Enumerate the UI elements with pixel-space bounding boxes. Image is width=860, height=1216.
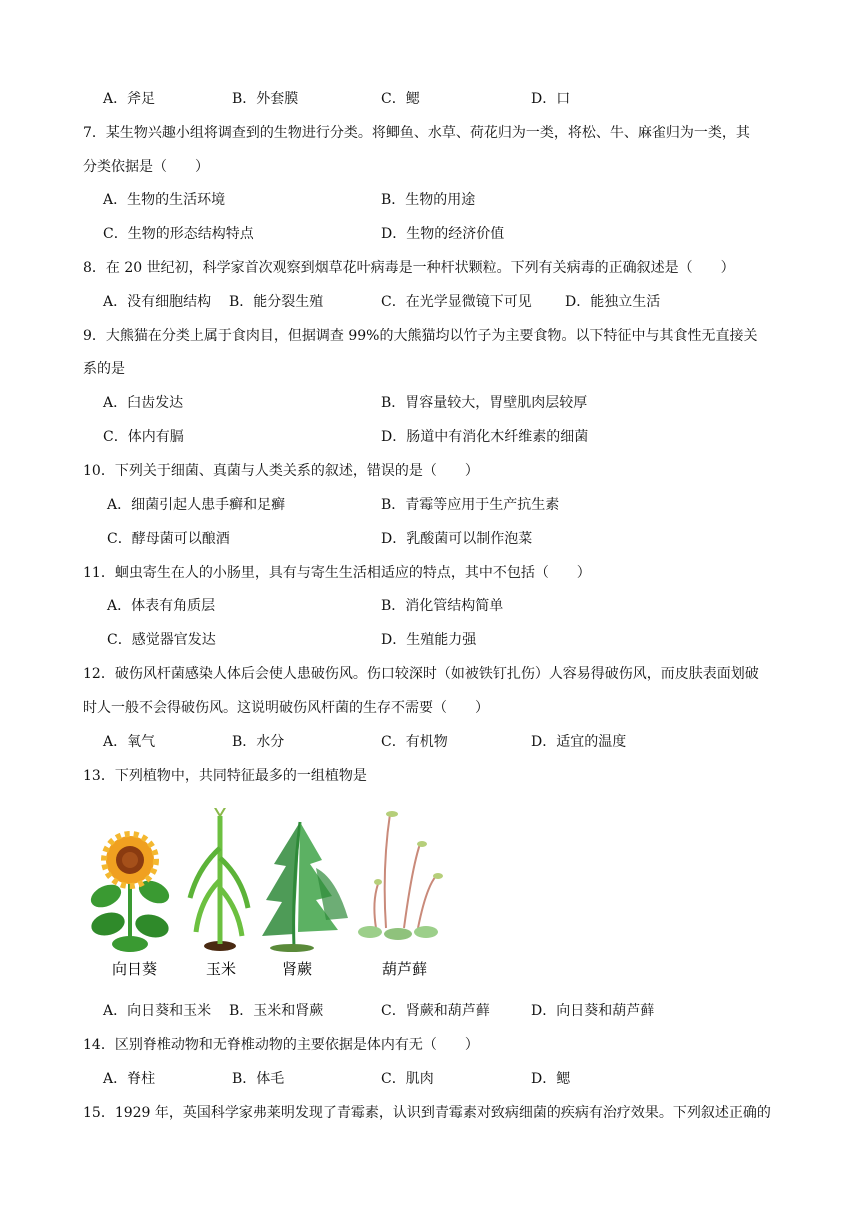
q11-option-c[interactable]: C．感觉器官发达 [107,632,216,648]
q9-stem-line1: 9．大熊猫在分类上属于食肉目，但据调查 99%的大熊猫均以竹子为主要食物。以下特征中与其食性无直接关 [83,328,758,344]
q6-option-b[interactable]: B．外套膜 [232,91,299,107]
q11-option-d[interactable]: D．生殖能力强 [381,632,477,648]
q12-stem-line2: 时人一般不会得破伤风。这说明破伤风杆菌的生存不需要（ ） [83,700,489,716]
q13-option-a[interactable]: A．向日葵和玉米 [103,1003,212,1019]
fern-icon [262,822,348,952]
q8-option-b[interactable]: B．能分裂生殖 [229,294,324,310]
q11-option-a[interactable]: A．体表有角质层 [107,598,216,614]
q9-stem-line2: 系的是 [83,361,125,377]
q9-option-d[interactable]: D．肠道中有消化木纤维素的细菌 [381,429,589,445]
sunflower-icon [87,834,172,952]
q12-stem-line1: 12．破伤风杆菌感染人体后会使人患破伤风。伤口较深时（如被铁钉扎伤）人容易得破伤风，而皮肤表面划破 [83,666,759,682]
q10-option-a[interactable]: A．细菌引起人患手癣和足癣 [107,497,286,513]
q13-stem-line1: 13．下列植物中，共同特征最多的一组植物是 [83,768,367,784]
q7-option-a[interactable]: A．生物的生活环境 [103,192,226,208]
q11-option-b[interactable]: B．消化管结构简单 [381,598,504,614]
q14-option-b[interactable]: B．体毛 [232,1071,285,1087]
q8-option-a[interactable]: A．没有细胞结构 [103,294,212,310]
q10-option-d[interactable]: D．乳酸菌可以制作泡菜 [381,531,533,547]
plant-label-fern: 肾蕨 [282,960,313,978]
q10-option-c[interactable]: C．酵母菌可以酿酒 [107,531,230,547]
plant-label-corn: 玉米 [206,960,237,978]
q10-option-b[interactable]: B．青霉等应用于生产抗生素 [381,497,560,513]
q7-stem-line2: 分类依据是（ ） [83,159,209,175]
q14-option-c[interactable]: C．肌肉 [381,1071,434,1087]
moss-icon [358,811,443,940]
q9-option-b[interactable]: B．胃容量较大，胃壁肌肉层较厚 [381,395,588,411]
q13-plants-figure [86,808,446,988]
q7-option-b[interactable]: B．生物的用途 [381,192,476,208]
q12-option-c[interactable]: C．有机物 [381,734,448,750]
plant-label-sunflower: 向日葵 [112,960,158,978]
q6-option-c[interactable]: C．鳃 [381,91,420,107]
q14-stem-line1: 14．区别脊椎动物和无脊椎动物的主要依据是体内有无（ ） [83,1037,479,1053]
q13-option-c[interactable]: C．肾蕨和葫芦藓 [381,1003,490,1019]
q10-stem-line1: 10．下列关于细菌、真菌与人类关系的叙述，错误的是（ ） [83,463,479,479]
q7-option-d[interactable]: D．生物的经济价值 [381,226,505,242]
q7-option-c[interactable]: C．生物的形态结构特点 [103,226,254,242]
q12-option-a[interactable]: A．氧气 [103,734,156,750]
q13-option-d[interactable]: D．向日葵和葫芦藓 [531,1003,655,1019]
q12-option-d[interactable]: D．适宜的温度 [531,734,627,750]
q6-option-a[interactable]: A．斧足 [103,91,156,107]
corn-icon [190,808,248,951]
plant-label-moss: 葫芦藓 [382,960,428,978]
q14-option-d[interactable]: D．鳃 [531,1071,571,1087]
q6-option-d[interactable]: D．口 [531,91,571,107]
q15-stem-line1: 15．1929 年，英国科学家弗莱明发现了青霉素，认识到青霉素对致病细菌的疾病有治疗效果。下列叙述正确的 [83,1105,771,1121]
q8-stem-line1: 8．在 20 世纪初，科学家首次观察到烟草花叶病毒是一种杆状颗粒。下列有关病毒的正确叙述是（ ） [83,260,735,276]
q8-option-d[interactable]: D．能独立生活 [565,294,661,310]
q14-option-a[interactable]: A．脊柱 [103,1071,156,1087]
q7-stem-line1: 7．某生物兴趣小组将调查到的生物进行分类。将鲫鱼、水草、荷花归为一类，将松、牛、麻雀归为一类，其 [83,125,750,141]
q8-option-c[interactable]: C．在光学显微镜下可见 [381,294,532,310]
q9-option-c[interactable]: C．体内有膈 [103,429,184,445]
q12-option-b[interactable]: B．水分 [232,734,285,750]
q9-option-a[interactable]: A．臼齿发达 [103,395,184,411]
q13-option-b[interactable]: B．玉米和肾蕨 [229,1003,324,1019]
q11-stem-line1: 11．蛔虫寄生在人的小肠里，具有与寄生生活相适应的特点，其中不包括（ ） [83,565,591,581]
